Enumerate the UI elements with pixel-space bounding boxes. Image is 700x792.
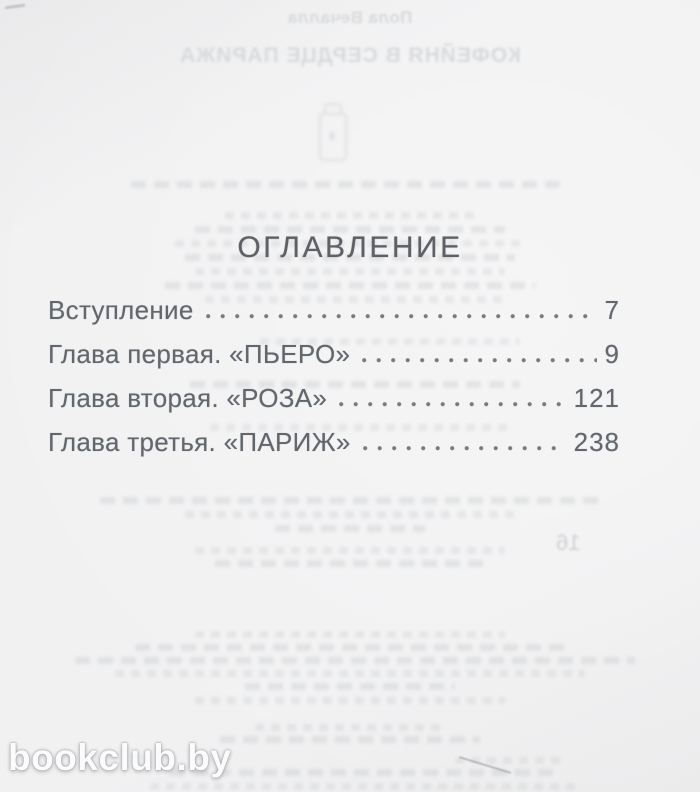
page-title: ОГЛАВЛЕНИЕ — [237, 231, 463, 264]
showthrough-author-text: Пола Вечалла — [287, 8, 413, 27]
dot-leader — [339, 402, 565, 407]
showthrough-text-line — [220, 736, 480, 743]
table-of-contents — [48, 296, 620, 472]
showthrough-text-line — [215, 560, 485, 567]
corner-scuff-mark — [5, 4, 25, 10]
showthrough-text-line — [75, 657, 635, 664]
toc-entry — [48, 428, 620, 456]
showthrough-text-line — [245, 683, 455, 690]
toc-entry-label: Глава третья. «ПАРИЖ» — [48, 427, 351, 457]
showthrough-text-line — [195, 268, 505, 275]
toc-entry-label: Вступление — [48, 295, 194, 325]
toc-entry-label: Глава вторая. «РОЗА» — [48, 383, 328, 413]
showthrough-text-line — [131, 181, 565, 188]
showthrough-text-line — [135, 644, 565, 651]
showthrough-text-line — [150, 783, 580, 790]
showthrough-text-line — [195, 631, 505, 638]
toc-entry-label: Глава первая. «ПЬЕРО» — [48, 339, 351, 369]
toc-entry-page: 121 — [573, 383, 620, 413]
showthrough-text-line — [255, 724, 445, 731]
toc-entry — [48, 296, 620, 324]
toc-entry-page: 238 — [573, 427, 620, 457]
showthrough-text-line — [225, 212, 475, 219]
dot-leader — [363, 446, 566, 451]
toc-entry — [48, 340, 620, 368]
showthrough-text-line — [100, 497, 600, 504]
showthrough-text-line — [165, 282, 535, 289]
watermark-label: bookclub.by — [8, 737, 232, 778]
showthrough-text-line — [195, 697, 505, 704]
lantern-cap — [324, 103, 342, 113]
dot-leader — [362, 358, 596, 363]
showthrough-text-line — [185, 511, 515, 518]
toc-entry — [48, 384, 620, 412]
lantern-showthrough-icon — [317, 103, 349, 167]
lantern-body — [319, 113, 347, 161]
dot-leader — [206, 314, 597, 319]
showthrough-text-line — [195, 547, 505, 554]
showthrough-book-title-text: КОФЕЙНЯ В СЕРДЦЕ ПАРИЖА — [179, 44, 521, 67]
toc-entry-page: 7 — [604, 295, 620, 325]
showthrough-text-line — [275, 525, 425, 532]
toc-entry-page: 9 — [604, 339, 620, 369]
showthrough-page-number: 16 — [556, 530, 581, 555]
showthrough-text-line — [115, 670, 585, 677]
